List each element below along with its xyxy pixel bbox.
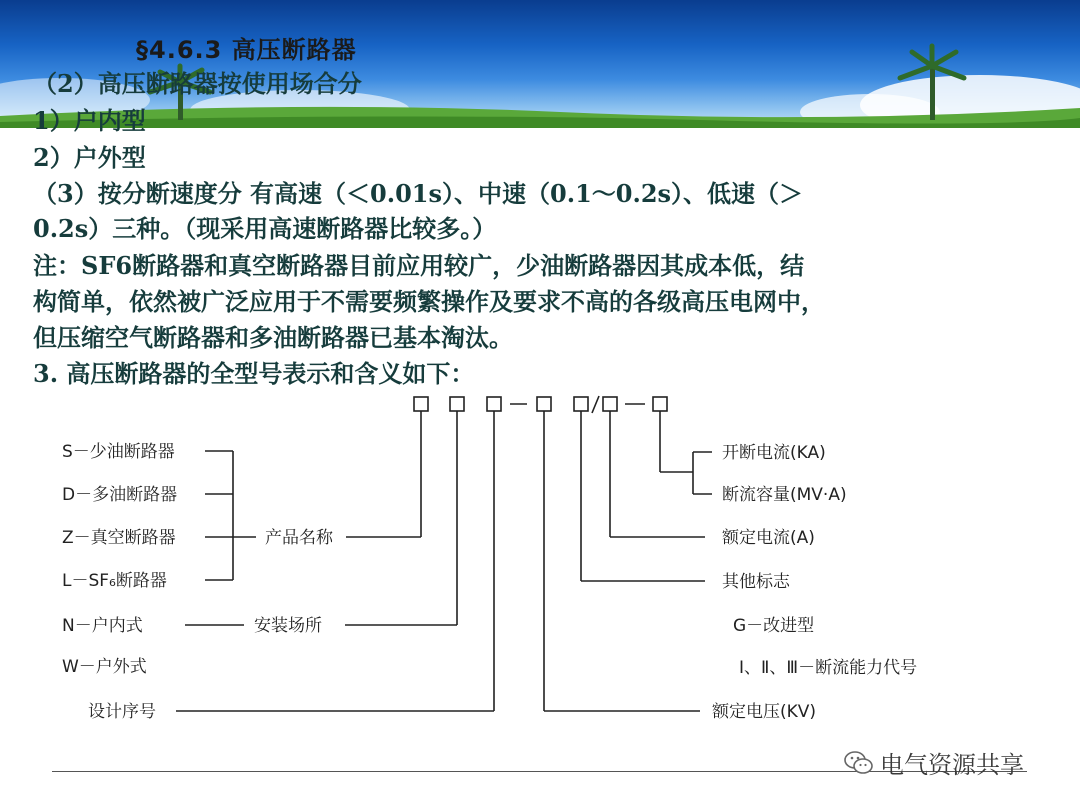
- capacity-codes-label: Ⅰ、Ⅱ、Ⅲ－断流能力代号: [739, 658, 918, 678]
- install-indoor: N－户内式: [62, 616, 143, 636]
- product-name-label: 产品名称: [265, 528, 333, 548]
- text-line: （2）高压断路器按使用场合分: [33, 69, 362, 98]
- text-line: 但压缩空气断路器和多油断路器已基本淘汰。: [33, 323, 513, 352]
- slide-title: §4.6.3 高压断路器: [136, 36, 357, 64]
- install-place-label: 安装场所: [254, 616, 322, 636]
- rated-current-label: 额定电流(A): [722, 528, 815, 548]
- design-number-label: 设计序号: [88, 702, 156, 722]
- rated-voltage-label: 额定电压(KV): [712, 702, 817, 722]
- other-marks-label: 其他标志: [722, 572, 790, 592]
- code-box: [574, 397, 588, 411]
- watermark: [844, 745, 1024, 780]
- text-line: 1）户内型: [33, 106, 146, 135]
- type-sf6: L－SF₆断路器: [62, 571, 167, 591]
- text-line: 3. 高压断路器的全型号表示和含义如下：: [33, 359, 475, 388]
- type-oil-less: S－少油断路器: [62, 442, 175, 462]
- model-number-diagram: [0, 380, 1080, 730]
- text-line: 2）户外型: [33, 143, 146, 172]
- text-line: 构简单，依然被广泛应用于不需要频繁操作及要求不高的各级高压电网中，: [33, 287, 825, 316]
- breaking-capacity-label: 断流容量(MV·A): [722, 485, 847, 505]
- code-box: [414, 397, 428, 411]
- text-line: 0.2s）三种。（现采用高速断路器比较多。）: [33, 214, 497, 243]
- code-box: [537, 397, 551, 411]
- type-vacuum: Z－真空断路器: [62, 528, 176, 548]
- wechat-icon: [844, 750, 874, 776]
- text-line: （3）按分断速度分 有高速（＜0.01s）、中速（0.1～0.2s）、低速（＞: [33, 179, 804, 208]
- breaking-current-label: 开断电流(KA): [722, 443, 826, 463]
- code-box: [653, 397, 667, 411]
- code-box: [450, 397, 464, 411]
- code-box: [487, 397, 501, 411]
- install-outdoor: W－户外式: [62, 657, 147, 677]
- text-line: 注：SF6断路器和真空断路器目前应用较广，少油断路器因其成本低，结: [33, 251, 805, 280]
- watermark-text: 电气资源共享: [880, 751, 1024, 779]
- code-box: [603, 397, 617, 411]
- type-multi-oil: D－多油断路器: [62, 485, 178, 505]
- improved-label: G－改进型: [733, 616, 815, 636]
